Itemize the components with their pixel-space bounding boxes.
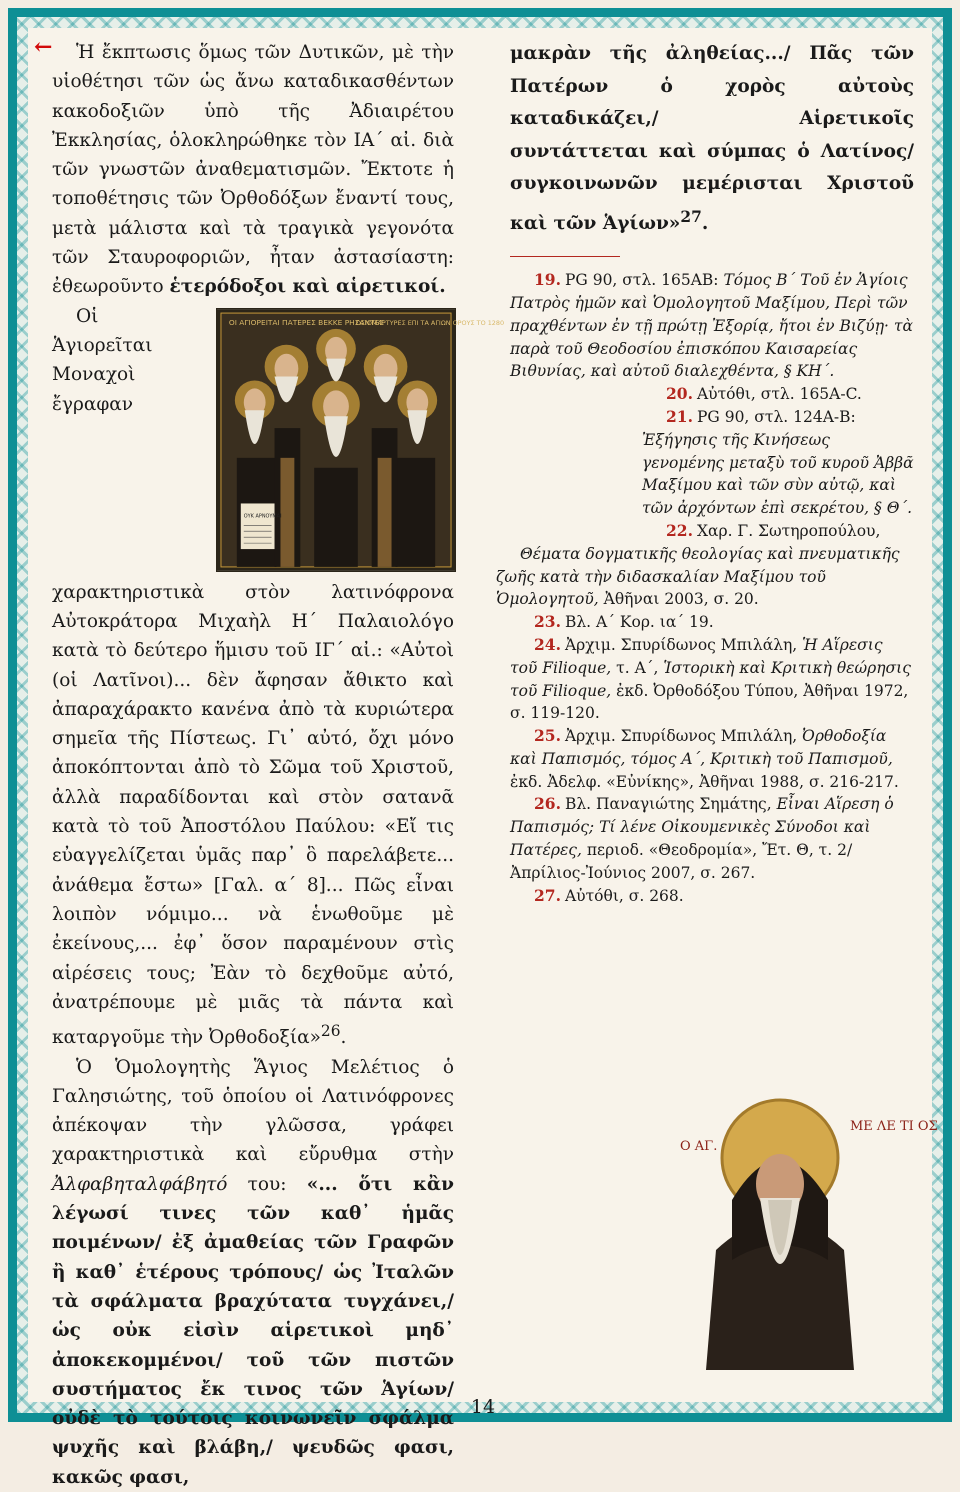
bold-phrase: ἑτερόδοξοι καὶ αἱρετικοί. [169, 276, 446, 298]
paragraph-3: Ὁ Ὁμολογητὴς Ἅγιος Μελέτιος ὁ Γαλησιώτης, τοῦ ὁποίου οἱ Λατινόφρονες ἀπέκοψαν τὴν γλῶσσα, γράφει χαρακτηριστικὰ καὶ εὔρυθμα στὴν Ἀλφαβηταλφάβητό του: «... ὅτι κἂν λέγωσί τινες τῶν καθ᾿ ἡμᾶς ποιμένων/ ἐξ ἀμαθείας τῶν Γραφῶν ἢ καθ᾿ ἑτέρους τρόπους/ ὡς Ἰταλῶν τὰ σφάλματα βραχύτατα τυγχάνει,/ ὡς οὐκ εἰσὶν αἱρετικοὶ μηδ᾿ ἀποκεκομμένοι/ τοῦ τῶν πιστῶν συστήματος ἔκ τινος τῶν Ἁγίων/ οὐδὲ τὸ τούτοις κοινωνεῖν σφάλμα ψυχῆς καὶ βλάβη,/ ψευδῶς φασι, κακῶς φασι, [52, 1056, 454, 1488]
page-number: 14 [470, 1396, 496, 1418]
footnote-27: 27. Αὐτόθι, σ. 268. [534, 885, 684, 905]
footnote-25: 25. Ἀρχιμ. Σπυρίδωνος Μπιλάλη, Ὀρθοδοξία καὶ Παπισμός, τόμος Α´, Κριτικὴ τοῦ Παπισμοῦ, ἐκδ. Ἀδελφ. «Εὐνίκης», Ἀθῆναι 1988, σ. 216-217. [510, 726, 899, 791]
saint-label-right: ΜΕ ΛΕ ΤΙ ΟΣ [850, 1119, 938, 1134]
footnote-24: 24. Ἀρχιμ. Σπυρίδωνος Μπιλάλη, Ἡ Αἵρεσις τοῦ Filioque, τ. Α´, Ἱστορικὴ καὶ Κριτικὴ θεώρησις τοῦ Filioque, ἐκδ. Ὀρθοδόξου Τύπου, Ἀθῆναι 1972, σ. 119-120. [510, 634, 911, 723]
quote-continuation: μακρὰν τῆς ἀληθείας.../ Πᾶς τῶν Πατέρων ὁ χορὸς αὐτοὺς καταδικάζει,/ Αἱρετικοῖς συντάττεται καὶ σύμπας ὁ Λατίνος/ συγκοινωνῶν μεμέρισται Χριστοῦ καὶ τῶν Ἁγίων»$^{27}$. [510, 43, 914, 234]
footnote-22-body: Θέματα δογματικῆς θεολογίας καὶ πνευματικῆς ζωῆς κατὰ τὴν διδασκαλίαν Μαξίμου τοῦ Ὁμολογητοῦ, Ἀθῆναι 2003, σ. 20. [496, 544, 900, 609]
saint-label-left: Ο ΑΓ. [680, 1139, 718, 1154]
monks-caption-left: ΟΙ ΑΓΙΟΡΕΙΤΑΙ ΠΑΤΕΡΕΣ ΒΕΚΚΕ ΡΗΣΑΝΤΕΣ [228, 317, 384, 327]
back-arrow-icon[interactable]: ← [34, 34, 53, 60]
footnote-22: 22. Χαρ. Γ. Σωτηροπούλου, [666, 520, 881, 540]
monks-caption-right: ΟΣΙΟΜΑΡΤΥΡΕΣ ΕΠΙ ΤΑ ΑΓΙΩΝ ΟΡΟΥΣ ΤΟ 1280 [355, 318, 505, 327]
right-column [496, 38, 914, 907]
paragraph-2: Οἱ Ἁγιορεῖται Μοναχοὶ ἔγραφαν χαρακτηριστικὰ στὸν λατινόφρονα Αὐτοκράτορα Μιχαὴλ Η´ Παλαιολόγο κατὰ τὸ δεύτερο ἥμισυ τοῦ ΙΓ´ αἰ.: «Αὐτοὶ (οἱ Λατῖνοι)... δὲν ἄφησαν ἄθικτο καὶ ἀπαραχάρακτο κανένα ἀπὸ τὰ κυριώτερα σημεῖα τῆς Πίστεως. Γι᾿ αὐτό, ὄχι μόνο ἀποκόπτονται ἀπὸ τὸ Σῶμα τοῦ Χριστοῦ, ἀλλὰ παραδίδονται καὶ στὸν σατανᾶ κατὰ τὸ τοῦ Ἀποστόλου Παύλου: «Εἴ τις εὐαγγελίζεται ὑμᾶς παρ᾿ ὃ παρελάβετε... ἀνάθεμα ἔστω» [Γαλ. α´ 8]... Πῶς εἶναι λοιπὸν νόμιμο... νὰ ἑνωθοῦμε μὲ ἐκείνους,... ἐφ᾿ ὅσον παραμένουν στὶς αἱρέσεις τους; Ἐὰν τὸ δεχθοῦμε αὐτό, ἀνατρέπουμε μὲ μιᾶς τὰ πάντα καὶ καταργοῦμε τὴν Ὀρθοδοξία»$^{26}$. [52, 305, 454, 1049]
footnote-ref-27[interactable]: 27 [680, 207, 702, 226]
footnotes [496, 269, 914, 907]
footnote-20: 20. Αὐτόθι, στλ. 165Α-C. [666, 384, 862, 404]
saint-meletios-icon-image [636, 1080, 938, 1370]
paragraph-1: Ἡ ἔκπτωσις ὅμως τῶν Δυτικῶν, μὲ τὴν υἱοθέτησι τῶν ὡς ἄνω καταδικασθέντων κακοδοξιῶν ὑπὸ τῆς Ἀδιαιρέτου Ἐκκλησίας, ὁλοκληρώθηκε τὸν ΙΑ´ αἰ. διὰ τῶν γνωστῶν ἀναθεματισμῶν. Ἔκτοτε ἡ τοποθέτησις τῶν Ὀρθοδόξων ἔναντί τους, μετὰ μάλιστα καὶ τὰ τραγικὰ γεγονότα τῶν Σταυροφοριῶν, ἦταν ἀστασίαστη: ἐθεωροῦντο ἑτερόδοξοι καὶ αἱρετικοί. [52, 42, 454, 298]
footnote-26: 26. Βλ. Παναγιώτης Σημάτης, Εἶναι Αἵρεση ὁ Παπισμός; Τί λένε Οἰκουμενικὲς Σύνοδοι καὶ Πατέρες, περιοδ. «Θεοδρομία», Ἔτ. Θ, τ. 2/Ἀπρίλιος-Ἰούνιος 2007, σ. 267. [510, 794, 894, 882]
quote-meletios: «... ὅτι κἂν λέγωσί τινες τῶν καθ᾿ ἡμᾶς ποιμένων/ ἐξ ἀμαθείας τῶν Γραφῶν ἢ καθ᾿ ἑτέρους τρόπους/ ὡς Ἰταλῶν τὰ σφάλματα βραχύτατα τυγχάνει,/ ὡς οὐκ εἰσὶν αἱρετικοὶ μηδ᾿ ἀποκεκομμένοι/ τοῦ τῶν πιστῶν συστήματος ἔκ τινος τῶν Ἁγίων/ οὐδὲ τὸ τούτοις κοινωνεῖν σφάλμα ψυχῆς καὶ βλάβη,/ ψευδῶς φασι, κακῶς φασι, [52, 1173, 454, 1488]
footnote-19: 19. PG 90, στλ. 165ΑΒ: Τόμος Β´ Τοῦ ἐν Ἁγίοις Πατρὸς ἡμῶν καὶ Ὁμολογητοῦ Μαξίμου, Περὶ τῶν πραχθέντων ἐν τῇ πρώτῃ Ἐξορίᾳ, ἤτοι ἐν Βιζύῃ· τὰ παρὰ τοῦ Θεοδοσίου ἐπισκόπου Καισαρείας Βιθυνίας, καὶ αὐτοῦ διαλεχθέντα, § ΚΗ´. [510, 270, 913, 381]
monks-scroll-text: ΟΥΚ ΑΡΝΟΥΜΑΙ [243, 513, 282, 520]
monks-icon-image [216, 308, 505, 572]
footnote-separator [510, 256, 620, 257]
footnote-ref-26[interactable]: 26 [320, 1022, 341, 1041]
footnote-23: 23. Βλ. Α´ Κορ. ια´ 19. [534, 612, 714, 632]
footnote-21: 21. PG 90, στλ. 124Α-Β: Ἐξήγησις τῆς Κινήσεως γενομένης μεταξὺ τοῦ κυροῦ Ἀββᾶ Μαξίμου καὶ τῶν σὺν αὐτῷ, καὶ τῶν ἀρχόντων ἐπὶ σεκρέτου, § Θ´. [642, 406, 914, 518]
